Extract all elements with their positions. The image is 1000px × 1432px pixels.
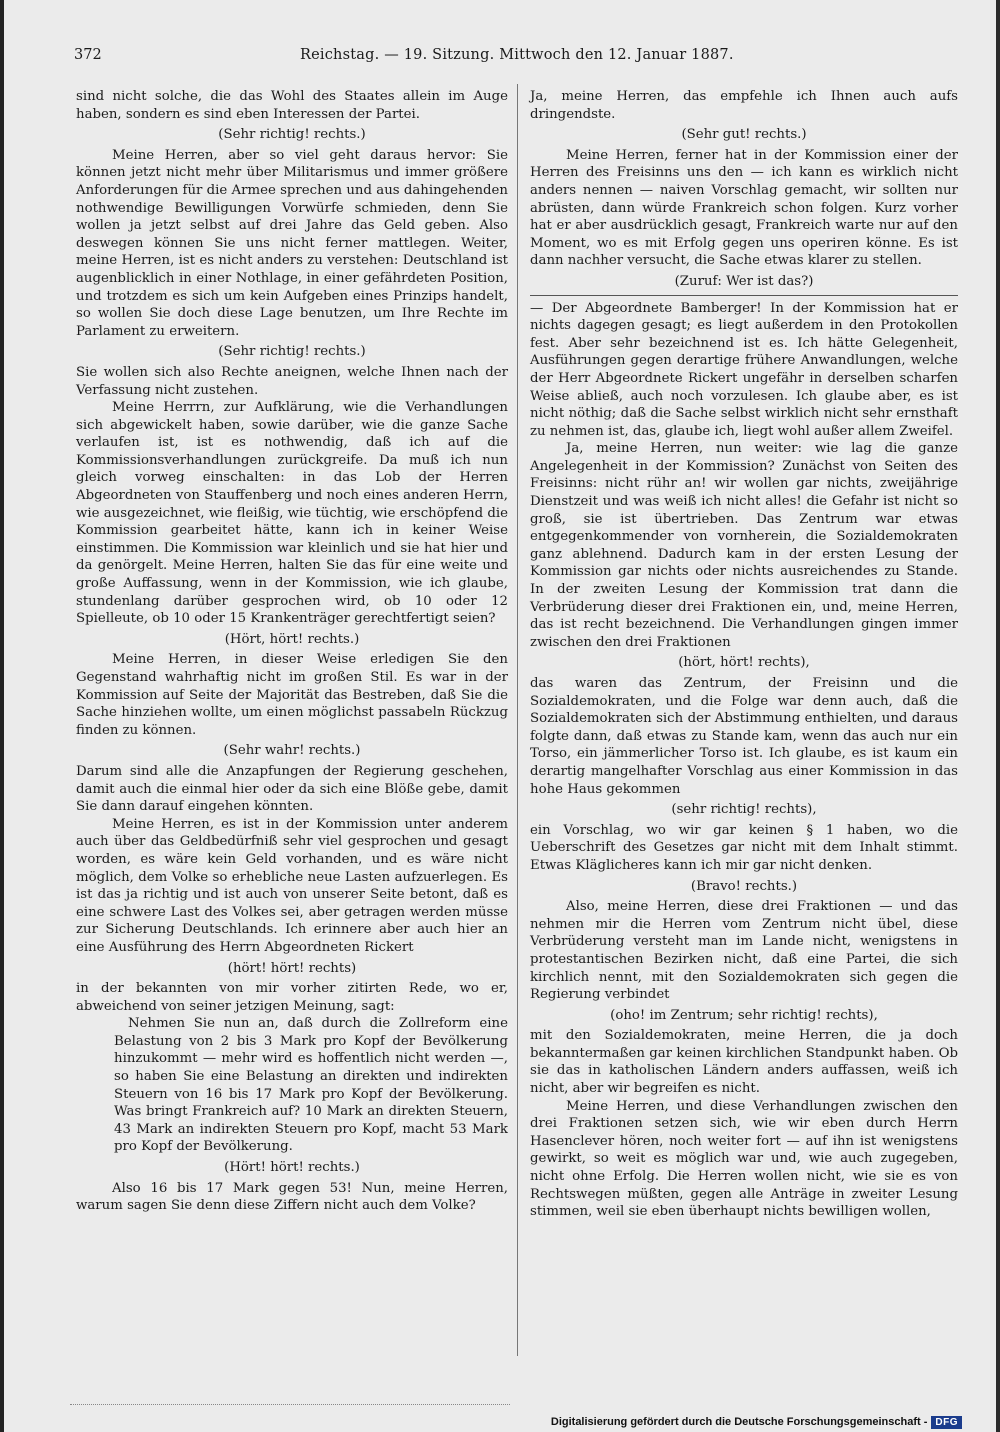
dfg-logo: DFG	[931, 1416, 962, 1429]
paragraph: — Der Abgeordnete Bamberger! In der Kommission hat er nichts dagegen gesagt; es liegt außerdem in den Protokollen fest. Aber sehr bezeichnend ist es. Ich hätte Gelegenheit, Ausführungen gegen derartige frühere Anwandlungen, welche der Herr Abgeordnete Rickert ungefähr in derselben scharfen Weise abließ, auch noch vorzulesen. Ich glaube aber, es ist nicht nöthig; daß die Sache selbst wirklich nicht sehr ernsthaft zu nehmen ist, das, glaube ich, liegt wohl außer allem Zweifel.	[530, 300, 958, 439]
paragraph: Meine Herren, und diese Verhandlungen zwischen den drei Fraktionen setzen sich, wie wir eben durch Herrn Hasenclever hören, noch weiter fort — auf ihn ist wenigstens gewirkt, so weit es möglich war und, wie auch zugegeben, nicht ohne Erfolg. Die Herren wollen nicht, wie sie es von Rechtswegen müßten, gegen alle Anträge in zweiter Lesung stimmen, weil sie eben überhaupt nichts bewilligen wollen,	[530, 1098, 958, 1220]
paragraph: ein Vorschlag, wo wir gar keinen § 1 haben, wo die Ueberschrift des Gesetzes gar nicht mit dem Inhalt stimmt. Etwas Kläglicheres kann ich mir gar nicht denken.	[530, 822, 958, 873]
interjection: (oho! im Zentrum; sehr richtig! rechts),	[610, 1007, 878, 1023]
paragraph: Ja, meine Herren, das empfehle ich Ihnen auch aufs dringendste.	[530, 89, 958, 122]
paragraph: Also, meine Herren, diese drei Fraktionen — und das nehmen mir die Herren vom Zentrum nicht übel, diese Verbrüderung versteht man im Lande nicht, wenigstens in protestantischen Bezirken nicht, daß eine Partei, die sich kirchlich nennt, mit den Sozialdemokraten sich gegen die Regierung verbindet	[530, 899, 958, 1003]
left-column	[76, 88, 508, 1215]
paragraph: Darum sind alle die Anzapfungen der Regierung geschehen, damit auch die einmal hier oder da sich eine Blöße gebe, damit Sie dann darauf eingehen könnten.	[76, 763, 508, 815]
page-number: 372	[74, 47, 102, 63]
interjection: (Sehr richtig! rechts.)	[218, 127, 366, 143]
bottom-rule	[70, 1404, 510, 1405]
interjection: (hört! hört! rechts)	[227, 960, 357, 976]
paragraph: in der bekannten von mir vorher zitirten Rede, wo er, abweichend von seiner jetzigen Meinung, sagt:	[76, 981, 508, 1014]
right-column	[530, 88, 958, 1221]
paragraph: Also 16 bis 17 Mark gegen 53! Nun, meine Herren, warum sagen Sie denn diese Ziffern nicht auch dem Volke?	[76, 1180, 508, 1214]
paragraph: mit den Sozialdemokraten, meine Herren, die ja doch bekanntermaßen gar keinen kirchlichen Standpunkt haben. Ob sie das in katholischen Ländern anders auffassen, weiß ich nicht, aber wir begreifen es nicht.	[530, 1028, 958, 1097]
footer-credit: Digitalisierung gefördert durch die Deutsche Forschungsgemeinschaft -	[550, 1416, 928, 1428]
interjection: (Bravo! rechts.)	[690, 878, 798, 894]
interjection: (Sehr wahr! rechts.)	[223, 743, 361, 759]
quotation: Nehmen Sie nun an, daß durch die Zollreform eine Belastung von 2 bis 3 Mark pro Kopf der Bevölkerung hinzukommt — mehr wird es hoffentlich nicht werden —, so haben Sie eine Belastung an direkten und indirekten Steuern von 16 bis 17 Mark pro Kopf der Bevölkerung. Was bringt Frankreich auf? 10 Mark an direkten Steuern, 43 Mark an indirekten Steuern pro Kopf, macht 53 Mark pro Kopf der Bevölkerung.	[114, 1016, 508, 1155]
paragraph: das waren das Zentrum, der Freisinn und die Sozialdemokraten, und die Folge war denn auch, daß die Sozialdemokraten sich der Abstimmung enthielten, und daraus folgte dann, daß etwas zu Stande kam, wenn das auch nur ein Torso, ein jämmerlicher Torso ist. Ich glaube, es ist kaum ein derartig mangelhafter Vorschlag aus einer Kommission in das hohe Haus gekommen	[530, 676, 958, 797]
paragraph: Ja, meine Herren, nun weiter: wie lag die ganze Angelegenheit in der Kommission? Zunächst von Seiten des Freisinns: nicht rühr an! wir wollen gar nichts, zweijährige Dienstzeit und was weiß ich nicht alles! die Gefahr ist nicht so groß, sie ist übertrieben. Das Zentrum war etwas entgegenkommender von vornherein, die Sozialdemokraten ganz ablehnend. Dadurch kam in der ersten Lesung der Kommission gar nichts oder nichts ausreichendes zu Stande. In der zweiten Lesung der Kommission trat dann die Verbrüderung dieser drei Fraktionen ein, und, meine Herren, das ist recht bezeichnend. Die Verhandlungen gingen immer zwischen den drei Fraktionen	[530, 441, 958, 650]
section-rule	[530, 295, 958, 296]
interjection: (Sehr richtig! rechts.)	[218, 344, 366, 360]
interjection: (Zuruf: Wer ist das?)	[674, 273, 814, 289]
running-title: Reichstag. — 19. Sitzung. Mittwoch den 12. Januar 1887.	[300, 47, 734, 63]
paragraph: Meine Herrrn, zur Aufklärung, wie die Verhandlungen sich abgewickelt haben, sowie darüber, wie die ganze Sache verlaufen ist, ist es nothwendig, daß ich auf die Kommissionsverhandlungen zurückgreife. Da muß ich nun gleich vorweg einschalten: in das Lob der Herren Abgeordneten von Stauffenberg und noch eines anderen Herrn, wie ausgezeichnet, wie fleißig, wie tüchtig, wie erschöpfend die Kommission gearbeitet hätte, kann ich in keiner Weise einstimmen. Die Kommission war kleinlich und sie hat hier und da genörgelt. Meine Herren, halten Sie das für eine weite und große Auffassung, wenn in der Kommission, wie ich glaube, stundenlang darüber gesprochen wird, ob 10 oder 12 Spielleute, ob 10 oder 15 Krankenträger gerechtfertigt seien?	[76, 400, 508, 627]
interjection: (Hört! hört! rechts.)	[224, 1160, 360, 1176]
interjection: (sehr richtig! rechts),	[671, 802, 817, 818]
paragraph: Meine Herren, aber so viel geht daraus hervor: Sie können jetzt nicht mehr über Militarismus und immer größere Anforderungen für die Armee sprechen und aus dahingehenden nothwendige Bewilligungen Vorwürfe schmieden, denn Sie wollen ja jetzt selbst auf drei Jahre das Geld geben. Also deswegen können Sie uns nicht ferner mattlegen. Weiter, meine Herren, ist es nicht anders zu verstehen: Deutschland ist augenblicklich in einer Nothlage, in einer gefährdeten Position, und trotzdem es sich um kein Aufgeben eines Prinzips handelt, so wollen Sie doch diese Lage benutzen, um Ihre Rechte im Parlament zu erweitern.	[76, 147, 508, 339]
paragraph: sind nicht solche, die das Wohl des Staates allein im Auge haben, sondern es sind eben Interessen der Partei.	[76, 89, 508, 122]
paragraph: Meine Herren, ferner hat in der Kommission einer der Herren des Freisinns uns den — ich kann es wirklich nicht anders nennen — naiven Vorschlag gemacht, wir sollten nur abrüsten, dann würde Frankreich schon folgen. Kurz vorher hat er aber ausdrücklich gesagt, Frankreich warte nur auf den Moment, wo es mit Erfolg gegen uns operiren könne. Es ist dann nachher versucht, die Sache etwas klarer zu stellen.	[530, 147, 958, 269]
column-divider	[517, 84, 518, 1356]
page-header	[74, 44, 966, 66]
paragraph: Meine Herren, in dieser Weise erledigen Sie den Gegenstand wahrhaftig nicht im großen Stil. Es war in der Kommission auf Seite der Majorität das Bestreben, daß Sie die Sache hinziehen wollte, um einen möglichst passabeln Rückzug finden zu können.	[76, 652, 508, 738]
interjection: (Sehr gut! rechts.)	[681, 127, 807, 143]
paragraph: Sie wollen sich also Rechte aneignen, welche Ihnen nach der Verfassung nicht zustehen.	[76, 364, 508, 398]
footer	[551, 1414, 962, 1430]
paragraph: Meine Herren, es ist in der Kommission unter anderem auch über das Geldbedürfniß sehr viel gesprochen und gesagt worden, es wäre kein Geld vorhanden, und es wäre nicht möglich, dem Volke so erhebliche neue Lasten aufzuerlegen. Es ist das ja richtig und ist auch von unserer Seite betont, daß es eine schwere Last des Volkes sei, aber getragen werden müsse zur Sicherung Deutschlands. Ich erinnere aber auch hier an eine Ausführung des Herrn Abgeordneten Rickert	[76, 816, 508, 955]
interjection: (Hört, hört! rechts.)	[224, 631, 360, 647]
interjection: (hört, hört! rechts),	[678, 655, 810, 671]
